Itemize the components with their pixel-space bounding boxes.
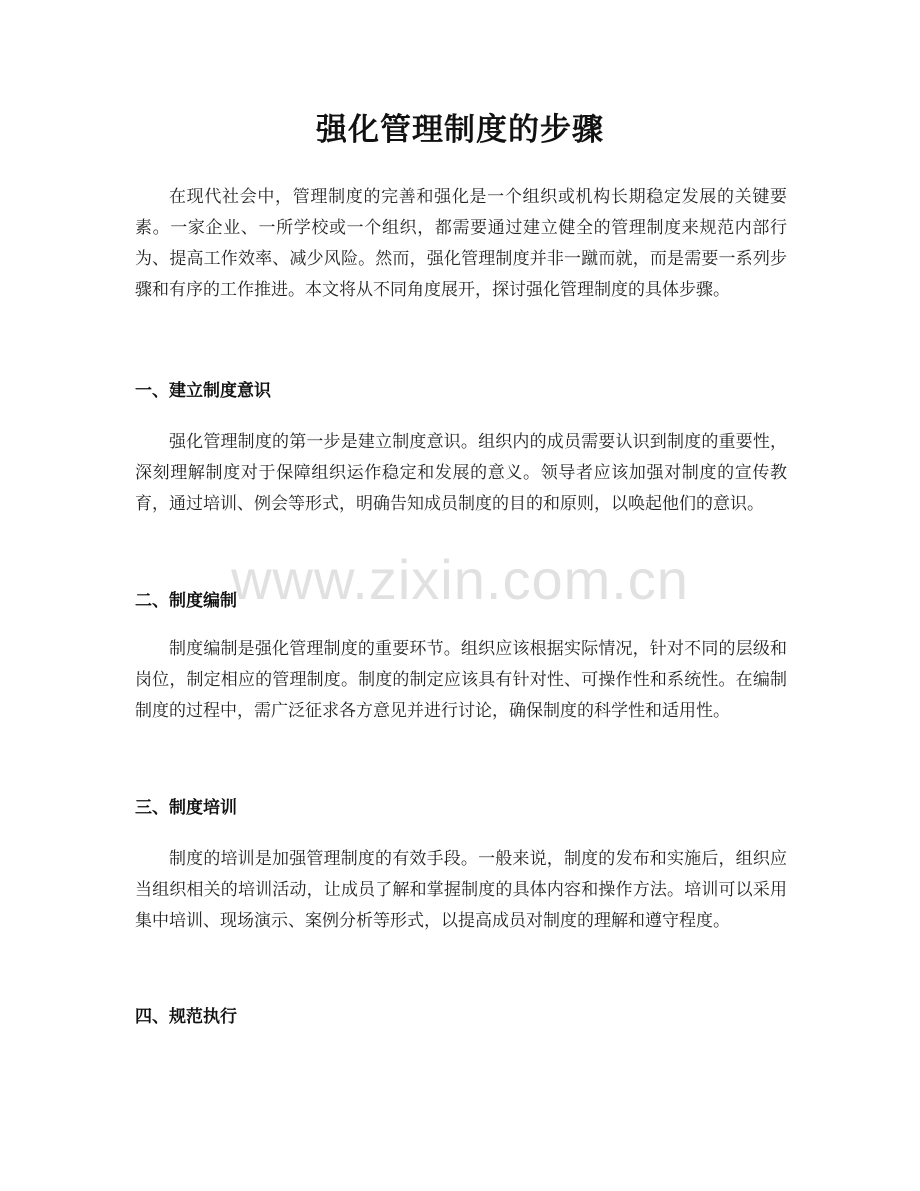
section-body-2: 制度编制是强化管理制度的重要环节。组织应该根据实际情况，针对不同的层级和岗位，制定相应的管理制度。制度的制定应该具有针对性、可操作性和系统性。在编制制度的过程中，需广泛征求各方意见并进行讨论，确保制度的科学性和适用性。 xyxy=(135,639,787,721)
watermark: www.zixin.com.cn xyxy=(231,548,689,611)
section-heading-1: 一、建立制度意识 xyxy=(135,381,271,401)
section-heading-2: 二、制度编制 xyxy=(135,591,237,611)
section-body-1: 强化管理制度的第一步是建立制度意识。组织内的成员需要认识到制度的重要性，深刻理解制度对于保障组织运作稳定和发展的意义。领导者应该加强对制度的宣传教育，通过培训、例会等形式，明确告知成员制度的目的和原则，以唤起他们的意识。 xyxy=(135,432,787,514)
document-title: 强化管理制度的步骤 xyxy=(316,112,604,148)
section-heading-3: 三、制度培训 xyxy=(135,798,237,818)
intro-paragraph: 在现代社会中，管理制度的完善和强化是一个组织或机构长期稳定发展的关键要素。一家企业、一所学校或一个组织，都需要通过建立健全的管理制度来规范内部行为、提高工作效率、减少风险。然而，强化管理制度并非一蹴而就，而是需要一系列步骤和有序的工作推进。本文将从不同角度展开，探讨强化管理制度的具体步骤。 xyxy=(135,187,787,300)
section-heading-4: 四、规范执行 xyxy=(135,1007,237,1027)
section-body-3: 制度的培训是加强管理制度的有效手段。一般来说，制度的发布和实施后，组织应当组织相关的培训活动，让成员了解和掌握制度的具体内容和操作方法。培训可以采用集中培训、现场演示、案例分析等形式，以提高成员对制度的理解和遵守程度。 xyxy=(135,849,787,931)
